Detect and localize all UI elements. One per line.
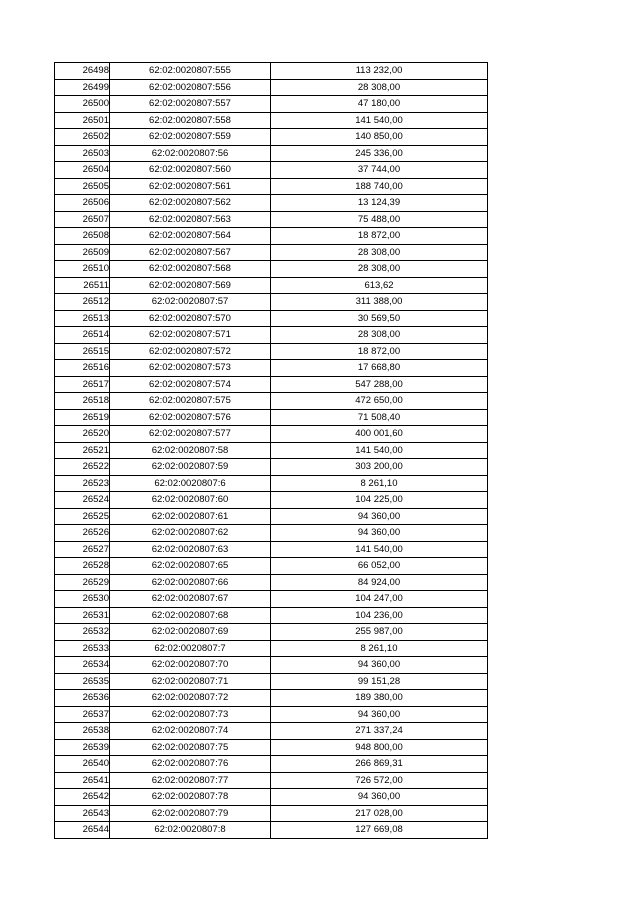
table-row [55,327,488,344]
table-row [55,162,488,179]
row-number-cell: 26507 [55,211,110,228]
cadastral-number-cell: 62:02:0020807:76 [110,756,271,773]
cadastral-value-cell: 18 872,00 [271,343,488,360]
cadastral-value-cell: 8 261,10 [271,475,488,492]
cadastral-value-cell: 47 180,00 [271,96,488,113]
row-number-cell: 26508 [55,228,110,245]
row-number-cell: 26524 [55,492,110,509]
table-row [55,607,488,624]
cadastral-number-cell: 62:02:0020807:7 [110,640,271,657]
cadastral-number-cell: 62:02:0020807:559 [110,129,271,146]
table-row [55,277,488,294]
cadastral-value-cell: 28 308,00 [271,261,488,278]
cadastral-value-cell: 94 360,00 [271,508,488,525]
row-number-cell: 26511 [55,277,110,294]
table-row [55,591,488,608]
table-row [55,360,488,377]
row-number-cell: 26531 [55,607,110,624]
table-row [55,261,488,278]
cadastral-number-cell: 62:02:0020807:74 [110,723,271,740]
cadastral-value-cell: 28 308,00 [271,79,488,96]
table-row [55,459,488,476]
cadastral-value-cell: 37 744,00 [271,162,488,179]
cadastral-value-cell: 127 669,08 [271,822,488,839]
table-row [55,63,488,80]
cadastral-value-cell: 66 052,00 [271,558,488,575]
cadastral-value-cell: 311 388,00 [271,294,488,311]
table-row [55,789,488,806]
cadastral-value-cell: 726 572,00 [271,772,488,789]
cadastral-number-cell: 62:02:0020807:561 [110,178,271,195]
row-number-cell: 26513 [55,310,110,327]
row-number-cell: 26537 [55,706,110,723]
cadastral-number-cell: 62:02:0020807:62 [110,525,271,542]
table-row [55,508,488,525]
cadastral-number-cell: 62:02:0020807:56 [110,145,271,162]
row-number-cell: 26534 [55,657,110,674]
table-row [55,805,488,822]
cadastral-value-cell: 141 540,00 [271,112,488,129]
cadastral-number-cell: 62:02:0020807:563 [110,211,271,228]
cadastral-value-cell: 245 336,00 [271,145,488,162]
row-number-cell: 26505 [55,178,110,195]
table-row [55,112,488,129]
row-number-cell: 26533 [55,640,110,657]
cadastral-number-cell: 62:02:0020807:58 [110,442,271,459]
table-row [55,541,488,558]
row-number-cell: 26521 [55,442,110,459]
table-row [55,426,488,443]
cadastral-number-cell: 62:02:0020807:8 [110,822,271,839]
cadastral-number-cell: 62:02:0020807:564 [110,228,271,245]
cadastral-number-cell: 62:02:0020807:72 [110,690,271,707]
cadastral-value-cell: 189 380,00 [271,690,488,707]
row-number-cell: 26514 [55,327,110,344]
cadastral-number-cell: 62:02:0020807:79 [110,805,271,822]
table-row [55,393,488,410]
row-number-cell: 26501 [55,112,110,129]
row-number-cell: 26530 [55,591,110,608]
cadastral-number-cell: 62:02:0020807:73 [110,706,271,723]
table-row [55,772,488,789]
cadastral-number-cell: 62:02:0020807:577 [110,426,271,443]
cadastral-number-cell: 62:02:0020807:63 [110,541,271,558]
row-number-cell: 26536 [55,690,110,707]
cadastral-number-cell: 62:02:0020807:569 [110,277,271,294]
cadastral-number-cell: 62:02:0020807:562 [110,195,271,212]
cadastral-number-cell: 62:02:0020807:66 [110,574,271,591]
row-number-cell: 26518 [55,393,110,410]
row-number-cell: 26522 [55,459,110,476]
table-row [55,492,488,509]
cadastral-value-cell: 28 308,00 [271,327,488,344]
row-number-cell: 26540 [55,756,110,773]
cadastral-value-cell: 547 288,00 [271,376,488,393]
cadastral-value-cell: 94 360,00 [271,706,488,723]
table-row [55,558,488,575]
cadastral-number-cell: 62:02:0020807:77 [110,772,271,789]
row-number-cell: 26510 [55,261,110,278]
cadastral-value-cell: 140 850,00 [271,129,488,146]
cadastral-value-cell: 188 740,00 [271,178,488,195]
table-row [55,574,488,591]
table-row [55,739,488,756]
cadastral-value-cell: 948 800,00 [271,739,488,756]
document-page [54,62,488,839]
cadastral-number-cell: 62:02:0020807:57 [110,294,271,311]
table-row [55,822,488,839]
table-row [55,96,488,113]
row-number-cell: 26529 [55,574,110,591]
cadastral-value-cell: 71 508,40 [271,409,488,426]
row-number-cell: 26506 [55,195,110,212]
cadastral-value-cell: 472 650,00 [271,393,488,410]
cadastral-value-cell: 141 540,00 [271,442,488,459]
cadastral-value-cell: 613,62 [271,277,488,294]
cadastral-value-cell: 94 360,00 [271,657,488,674]
table-row [55,673,488,690]
table-row [55,79,488,96]
cadastral-number-cell: 62:02:0020807:574 [110,376,271,393]
row-number-cell: 26502 [55,129,110,146]
cadastral-value-cell: 84 924,00 [271,574,488,591]
cadastral-number-cell: 62:02:0020807:556 [110,79,271,96]
row-number-cell: 26499 [55,79,110,96]
table-row [55,211,488,228]
cadastral-value-cell: 266 869,31 [271,756,488,773]
cadastral-number-cell: 62:02:0020807:78 [110,789,271,806]
row-number-cell: 26519 [55,409,110,426]
cadastral-number-cell: 62:02:0020807:65 [110,558,271,575]
cadastral-value-cell: 104 247,00 [271,591,488,608]
row-number-cell: 26527 [55,541,110,558]
cadastral-number-cell: 62:02:0020807:572 [110,343,271,360]
cadastral-value-cell: 30 569,50 [271,310,488,327]
cadastral-number-cell: 62:02:0020807:59 [110,459,271,476]
cadastral-number-cell: 62:02:0020807:576 [110,409,271,426]
row-number-cell: 26520 [55,426,110,443]
table-row [55,657,488,674]
table-row [55,310,488,327]
table-row [55,195,488,212]
row-number-cell: 26542 [55,789,110,806]
row-number-cell: 26509 [55,244,110,261]
table-row [55,376,488,393]
table-row [55,640,488,657]
row-number-cell: 26532 [55,624,110,641]
cadastral-value-cell: 28 308,00 [271,244,488,261]
cadastral-value-cell: 94 360,00 [271,525,488,542]
row-number-cell: 26526 [55,525,110,542]
cadastral-value-cell: 17 668,80 [271,360,488,377]
cadastral-number-cell: 62:02:0020807:67 [110,591,271,608]
cadastral-number-cell: 62:02:0020807:555 [110,63,271,80]
cadastral-value-cell: 8 261,10 [271,640,488,657]
table-row [55,690,488,707]
cadastral-number-cell: 62:02:0020807:6 [110,475,271,492]
cadastral-value-cell: 217 028,00 [271,805,488,822]
row-number-cell: 26541 [55,772,110,789]
cadastral-number-cell: 62:02:0020807:573 [110,360,271,377]
row-number-cell: 26515 [55,343,110,360]
row-number-cell: 26523 [55,475,110,492]
table-row [55,442,488,459]
cadastral-value-cell: 255 987,00 [271,624,488,641]
table-row [55,244,488,261]
cadastral-value-cell: 400 001,60 [271,426,488,443]
cadastral-number-cell: 62:02:0020807:60 [110,492,271,509]
row-number-cell: 26516 [55,360,110,377]
table-row [55,178,488,195]
cadastral-value-cell: 303 200,00 [271,459,488,476]
row-number-cell: 26498 [55,63,110,80]
row-number-cell: 26538 [55,723,110,740]
cadastral-value-cell: 113 232,00 [271,63,488,80]
cadastral-number-cell: 62:02:0020807:575 [110,393,271,410]
table-row [55,723,488,740]
table-row [55,145,488,162]
cadastral-value-cell: 104 236,00 [271,607,488,624]
cadastral-number-cell: 62:02:0020807:75 [110,739,271,756]
cadastral-value-cell: 18 872,00 [271,228,488,245]
row-number-cell: 26525 [55,508,110,525]
row-number-cell: 26544 [55,822,110,839]
cadastral-value-cell: 141 540,00 [271,541,488,558]
cadastral-number-cell: 62:02:0020807:568 [110,261,271,278]
cadastral-value-cell: 271 337,24 [271,723,488,740]
row-number-cell: 26539 [55,739,110,756]
table-row [55,409,488,426]
table-row [55,343,488,360]
row-number-cell: 26512 [55,294,110,311]
row-number-cell: 26517 [55,376,110,393]
row-number-cell: 26500 [55,96,110,113]
table-row [55,475,488,492]
row-number-cell: 26535 [55,673,110,690]
row-number-cell: 26504 [55,162,110,179]
table-row [55,624,488,641]
cadastral-number-cell: 62:02:0020807:557 [110,96,271,113]
table-body [55,63,488,839]
cadastral-number-cell: 62:02:0020807:71 [110,673,271,690]
cadastral-number-cell: 62:02:0020807:70 [110,657,271,674]
cadastral-number-cell: 62:02:0020807:570 [110,310,271,327]
table-row [55,228,488,245]
cadastral-value-cell: 99 151,28 [271,673,488,690]
row-number-cell: 26503 [55,145,110,162]
cadastral-number-cell: 62:02:0020807:69 [110,624,271,641]
table-row [55,756,488,773]
cadastral-value-cell: 13 124,39 [271,195,488,212]
row-number-cell: 26528 [55,558,110,575]
table-row [55,294,488,311]
table-row [55,129,488,146]
table-row [55,706,488,723]
cadastral-value-table [54,62,488,839]
table-row [55,525,488,542]
cadastral-number-cell: 62:02:0020807:61 [110,508,271,525]
cadastral-number-cell: 62:02:0020807:560 [110,162,271,179]
cadastral-value-cell: 104 225,00 [271,492,488,509]
cadastral-number-cell: 62:02:0020807:558 [110,112,271,129]
cadastral-value-cell: 94 360,00 [271,789,488,806]
row-number-cell: 26543 [55,805,110,822]
cadastral-number-cell: 62:02:0020807:567 [110,244,271,261]
cadastral-number-cell: 62:02:0020807:68 [110,607,271,624]
cadastral-number-cell: 62:02:0020807:571 [110,327,271,344]
cadastral-value-cell: 75 488,00 [271,211,488,228]
